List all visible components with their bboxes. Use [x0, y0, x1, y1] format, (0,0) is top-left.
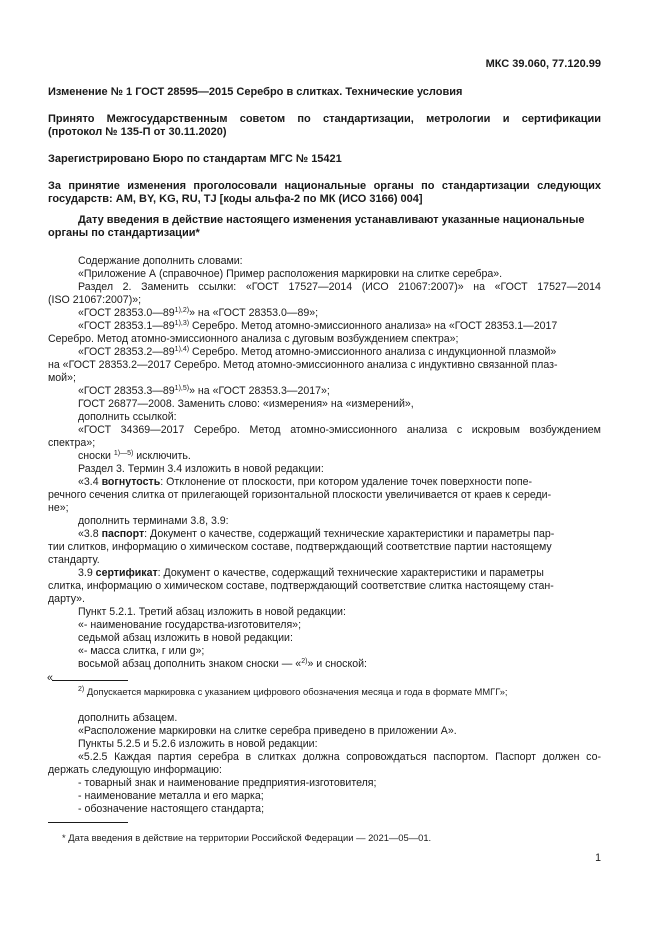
body-line: Пункты 5.2.5 и 5.2.6 изложить в новой редакции:: [78, 738, 318, 750]
body-line: ГОСТ 26877—2008. Заменить слово: «измерения» на «измерений»,: [78, 398, 414, 410]
amendment-title: Изменение № 1 ГОСТ 28595—2015 Серебро в слитках. Технические условия: [48, 86, 463, 98]
body-line: [78, 424, 601, 437]
word: должна: [302, 751, 340, 763]
body-line: спектра»;: [48, 437, 96, 449]
body-line: «ГОСТ $28353.2—89^{1),4)}$ Серебро. Метод атомно-эмиссионного анализа с индукционной плазмой»: [78, 346, 557, 358]
word: проголосовали: [193, 180, 278, 192]
body-line: не»;: [48, 502, 69, 514]
body-line: [78, 751, 601, 764]
body-line: Серебро. Метод атомно-эмиссионного анализа с дуговым возбуждением спектра»;: [48, 333, 459, 345]
body-line: «ГОСТ $28353.0—89^{1),2)}$» на «ГОСТ 28353.0—89»;: [78, 307, 319, 319]
date-line: Дату введения в действие настоящего изменения устанавливают указанные национальные: [78, 214, 585, 226]
body-line: дополнить терминами 3.8, 3.9:: [78, 515, 229, 527]
word: стандартизации,: [322, 113, 414, 125]
body-line: «- наименование государства-изготовителя»;: [78, 619, 302, 631]
word: изменения: [127, 180, 187, 192]
word: принятие: [68, 180, 120, 192]
mks-code: МКС 39.060, 77.120.99: [485, 58, 601, 70]
word: на: [473, 281, 485, 293]
body-line: (ISO 21067:2007)»;: [48, 294, 142, 306]
footnote-ref: 1),2): [174, 307, 190, 314]
body-line: дарту».: [48, 593, 85, 605]
word: по: [297, 113, 311, 125]
footnote-ref: 1),5): [174, 385, 190, 392]
body-line: держать следующую информацию:: [48, 764, 222, 776]
word: сопровождаться: [346, 751, 427, 763]
word: Метод: [249, 424, 281, 436]
word: анализа: [406, 424, 448, 436]
word: «ГОСТ: [494, 281, 528, 293]
body-line: Раздел 3. Термин 3.4 изложить в новой редакции:: [78, 463, 324, 475]
footnote-ref: 1),4): [174, 346, 190, 353]
word: 17527—2014: [288, 281, 353, 293]
word: «ГОСТ: [245, 281, 279, 293]
body-line: седьмой абзац изложить в новой редакции:: [78, 632, 293, 644]
word: сертификации: [521, 113, 601, 125]
footnote-rule: [48, 822, 128, 823]
body-line: стандарту.: [48, 554, 100, 566]
word: 34369—2017: [120, 424, 185, 436]
footnote-ref: 1),3): [174, 320, 190, 327]
registration-line: Зарегистрировано Бюро по стандартам МГС № 15421: [48, 153, 342, 165]
date-line-end: органы по стандартизации*: [48, 227, 200, 239]
body-line: сноски $^{1)—5)}$ исключить.: [78, 450, 191, 462]
word: и: [502, 113, 510, 125]
body-line: «ГОСТ $28353.3—89^{1),5)}$» на «ГОСТ 28353.3—2017»;: [78, 385, 330, 397]
word: «5.2.5: [78, 751, 108, 763]
word: стандартизации: [441, 180, 530, 192]
body-line: дополнить абзацем.: [78, 712, 178, 724]
body-line: «Расположение маркировки на слитке серебра приведено в приложении А».: [78, 725, 457, 737]
term-definition: «3.4 вогнутость: Отклонение от плоскости, при котором удаление точек поверхности попе-: [78, 476, 533, 488]
voted-line: [48, 180, 601, 193]
body-line: восьмой абзац дополнить знаком сноски — «$^{2)}$» и сноской:: [78, 658, 367, 670]
word: партия: [157, 751, 192, 763]
word: ссылки:: [198, 281, 237, 293]
body-line: «ГОСТ $28353.1—89^{1),3)}$ Серебро. Метод атомно-эмиссионного анализа» на «ГОСТ 28353.1—2017: [78, 320, 558, 332]
word: За: [48, 180, 62, 192]
list-item: - наименование металла и его марка;: [78, 790, 264, 802]
word: органы: [373, 180, 414, 192]
word: возбуждением: [529, 424, 601, 436]
footnote: * Дата введения в действие на территории Российской Федерации — 2021—05—01.: [62, 832, 432, 843]
word: по: [421, 180, 435, 192]
footnote-ref: 1)—5): [113, 450, 134, 457]
word: 17527—2014: [537, 281, 601, 293]
word: (ИСО: [361, 281, 389, 293]
body-line: Содержание дополнить словами:: [78, 255, 243, 267]
body-line: [78, 281, 601, 294]
word: искровым: [471, 424, 520, 436]
word: слитках: [257, 751, 297, 763]
term-definition: «3.8 паспорт: Документ о качестве, содержащий технические характеристики и параметры пар-: [78, 528, 555, 540]
word: атомно-эмиссионного: [290, 424, 398, 436]
body-line: на «ГОСТ 28353.2—2017 Серебро. Метод атомно-эмиссионного анализа с индуктивно связанной плаз-: [48, 359, 558, 371]
term-definition: 3.9 сертификат: Документ о качестве, содержащий технические характеристики и параметры: [78, 567, 544, 579]
word: Принято: [48, 113, 95, 125]
word: Серебро.: [193, 424, 240, 436]
word: со-: [586, 751, 601, 763]
word: 21067:2007)»: [398, 281, 464, 293]
word: в: [245, 751, 252, 763]
word: должен: [542, 751, 580, 763]
word: с: [456, 424, 463, 436]
list-item: - товарный знак и наименование предприятия-изготовителя;: [78, 777, 377, 789]
term-name: вогнутость: [101, 476, 161, 488]
word: Межгосударственным: [106, 113, 228, 125]
body-line: Пункт 5.2.1. Третий абзац изложить в новой редакции:: [78, 606, 346, 618]
inline-footnote-rule: [52, 680, 128, 681]
word: советом: [239, 113, 286, 125]
body-line: «Приложение А (справочное) Пример расположения маркировки на слитке серебра».: [78, 268, 503, 280]
body-line: «- масса слитка, г или g»;: [78, 645, 205, 657]
term-name: паспорт: [101, 528, 145, 540]
voted-states-line: государств: AM, BY, KG, RU, TJ [коды альфа-2 по МК (ИСО 3166) 004]: [48, 193, 423, 205]
word: следующих: [537, 180, 601, 192]
word: серебра: [198, 751, 239, 763]
word: 2.: [122, 281, 132, 293]
inline-footnote: $^{2)}$ Допускается маркировка с указанием цифрового обозначения месяца и года в формате ММГГ»;: [78, 686, 508, 697]
word: Раздел: [78, 281, 114, 293]
footnote-mark: 2): [78, 686, 85, 693]
footnote-ref: 2): [301, 658, 308, 665]
body-line: слитка, информацию о химическом составе, подтверждающий соответствие слитка настоящему стан-: [48, 580, 554, 592]
term-name: сертификат: [95, 567, 158, 579]
body-line: дополнить ссылкой:: [78, 411, 177, 423]
list-item: - обозначение настоящего стандарта;: [78, 803, 265, 815]
word: Каждая: [114, 751, 152, 763]
word: паспортом.: [433, 751, 489, 763]
inline-quote-mark: «: [47, 672, 53, 684]
word: Паспорт: [495, 751, 537, 763]
body-line: мой»;: [48, 372, 76, 384]
body-line: тии слитков, информацию о химическом составе, подтверждающий соответствие партии настоящему: [48, 541, 552, 553]
protocol-line: (протокол № 135-П от 30.11.2020): [48, 126, 227, 138]
body-line: речного сечения слитка от прилегающей горизонтальной плоскости увеличивается от краев к середи-: [48, 489, 552, 501]
adopted-line: [48, 113, 601, 126]
word: национальные: [284, 180, 367, 192]
word: метрологии: [426, 113, 491, 125]
word: Заменить: [141, 281, 189, 293]
page-number: 1: [595, 852, 601, 864]
word: «ГОСТ: [78, 424, 112, 436]
